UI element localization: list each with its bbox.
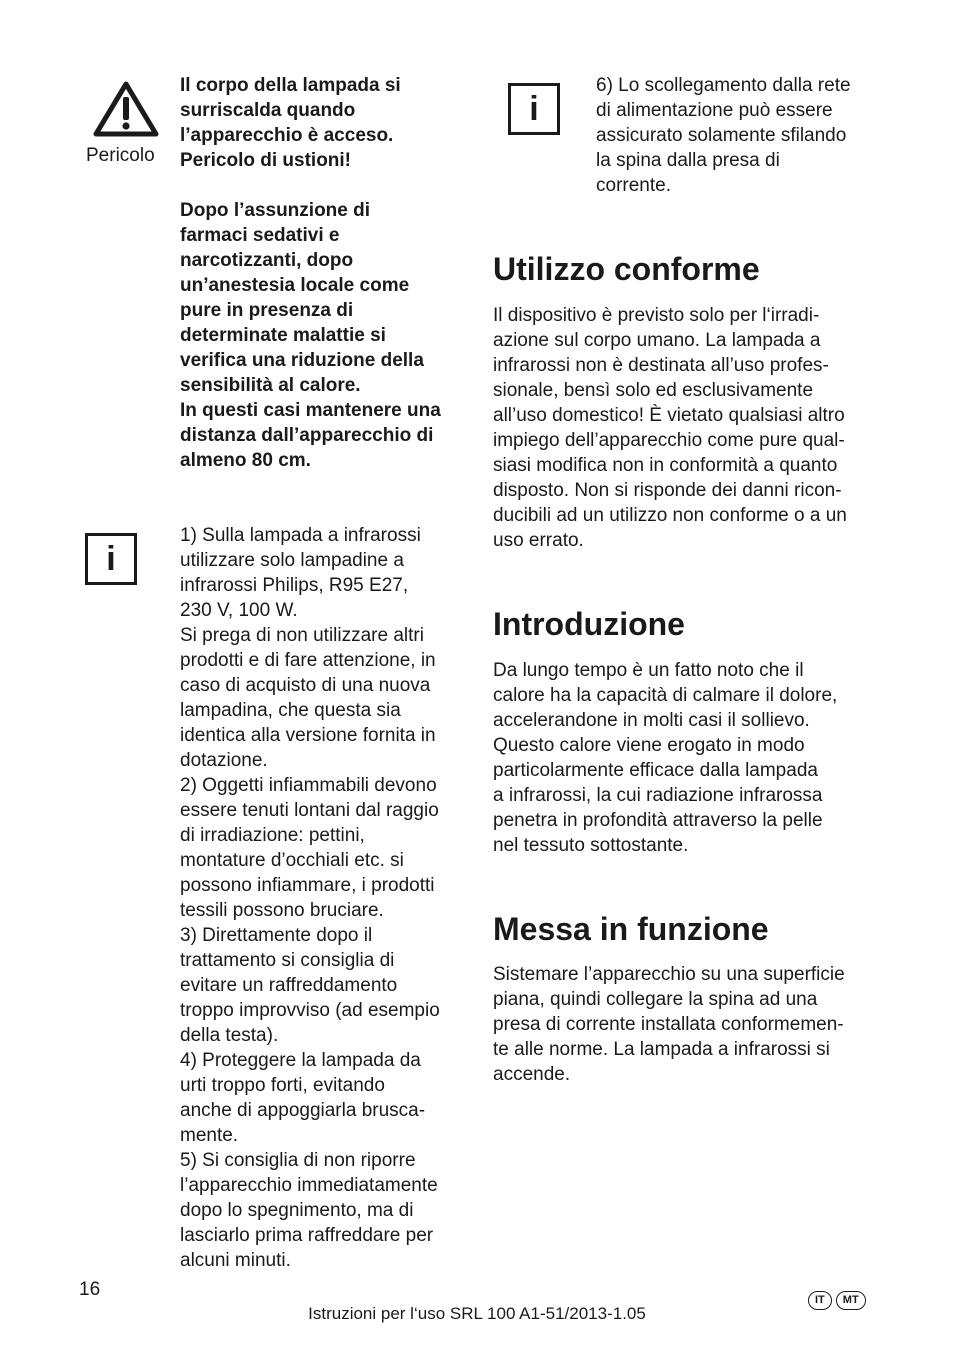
burn-warning-text: Il corpo della lampada si surriscalda quando l’apparecchio è acceso. Pericolo di ustioni! (180, 75, 401, 171)
info-icon: i (508, 83, 560, 135)
document-title: Istruzioni per l‘uso SRL 100 A1-51/2013-1.05 (308, 1304, 646, 1323)
section-body-introduzione: Da lungo tempo è un fatto noto che il calore ha la capacità di calmare il dolore, accelerandone in molti casi il sollievo. Questo calore viene erogato in modo particolarmente efficace dalla lampada a infrarossi, la cui radiazione infrarossa penetra in profondità attraverso la pelle nel tessuto sottostante. (493, 660, 838, 856)
info-icon: i (85, 533, 137, 585)
section-heading-introduzione: Introduzione (493, 606, 685, 642)
warning-label: Pericolo (86, 145, 155, 166)
sensitivity-warning-text: Dopo l’assunzione di farmaci sedativi e narcotizzanti, dopo un’anestesia locale come pure in presenza di determinate malattie si verifica una riduzione della sensibilità al calore. In questi casi mantenere una distanza dall’apparecchio di almeno 80 cm. (180, 200, 441, 471)
language-badge-mt: MT (836, 1291, 866, 1310)
section-heading-messa-in-funzione: Messa in funzione (493, 911, 769, 947)
warning-triangle-icon (92, 80, 160, 138)
section-body-utilizzo: Il dispositivo è previsto solo per l‘irradi- azione sul corpo umano. La lampada a infrarossi non è destinata all’uso profes- sionale, bensì solo ed esclusivamente all’uso domestico! È vietato qualsiasi altro impiego dell’apparecchio come pure qual- siasi modifica non in conformità a quanto disposto. Non si risponde dei danni ricon- ducibili ad un utilizzo non conforme o a un uso errato. (493, 305, 847, 551)
info-notes-right: 6) Lo scollegamento dalla rete di alimentazione può essere assicurato solamente sfilando la spina dalla presa di corrente. (596, 75, 851, 196)
language-badge-it: IT (808, 1291, 832, 1310)
page-number: 16 (79, 1279, 101, 1300)
section-body-messa-in-funzione: Sistemare l’apparecchio su una superficie piana, quindi collegare la spina ad una presa di corrente installata conformemen- te alle norme. La lampada a infrarossi si accende. (493, 964, 845, 1085)
language-badges (804, 1290, 866, 1310)
info-notes-left: 1) Sulla lampada a infrarossi utilizzare solo lampadine a infrarossi Philips, R95 E27, 230 V, 100 W. Si prega di non utilizzare altri prodotti e di fare attenzione, in caso di acquisto di una nuova lampadina, che questa sia identica alla versione fornita in dotazione. 2) Oggetti infiammabili devono essere tenuti lontani dal raggio di irradiazione: pettini, montature d’occhiali etc. si possono infiammare, i prodotti tessili possono bruciare. 3) Direttamente dopo il trattamento si consiglia di evitare un raffreddamento troppo improvviso (ad esempio della testa). 4) Proteggere la lampada da urti troppo forti, evitando anche di appoggiarla brusca- mente. 5) Si consiglia di non riporre l’apparecchio immediatamente dopo lo spegnimento, ma di lasciarlo prima raffreddare per alcuni minuti. (180, 525, 440, 1271)
section-heading-utilizzo: Utilizzo conforme (493, 251, 760, 287)
